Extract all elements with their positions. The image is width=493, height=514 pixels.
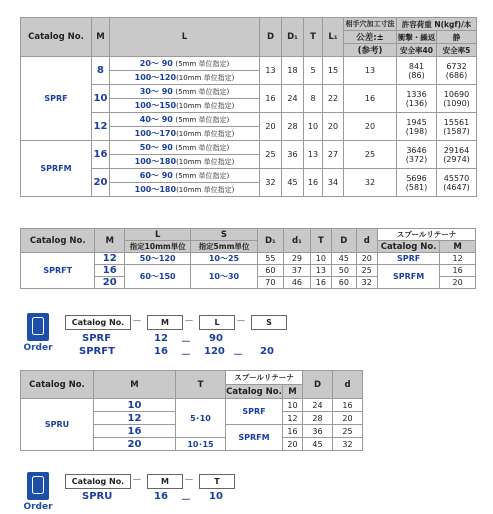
- order-label: Order: [23, 343, 53, 353]
- col-d1-lower: d₁: [284, 229, 311, 253]
- col-s: S: [191, 229, 257, 241]
- spru-spec-table: [20, 370, 363, 451]
- col-catalog-no: Catalog No.: [21, 371, 94, 399]
- l1-cell: 15: [323, 57, 344, 85]
- col-ret-m: M: [440, 241, 476, 253]
- d-cell: 25: [260, 141, 282, 169]
- ret-catalog-cell: SPRFM: [377, 265, 439, 289]
- ret-catalog-cell: SPRF: [226, 399, 283, 425]
- d-lower-cell: 25: [356, 265, 377, 277]
- order-example-spru: [23, 472, 247, 514]
- d-lower-cell: 25: [333, 425, 363, 438]
- d-cell: 28: [303, 412, 333, 425]
- col-d: D: [303, 371, 333, 399]
- l1-cell: 20: [323, 113, 344, 141]
- t-cell: 16: [304, 169, 323, 197]
- l-range-cell: 20～ 90 (5mm 単位指定): [110, 57, 260, 71]
- code-box-catalog: Catalog No.: [65, 474, 131, 489]
- col-m: M: [92, 18, 110, 57]
- m-cell: 8: [92, 57, 110, 85]
- code-box-l: L: [199, 315, 235, 330]
- example-t: 10: [209, 491, 223, 502]
- l-range-cell: 100～150(10mm 単位指定): [110, 99, 260, 113]
- col-impact-l2: 安全率40: [397, 44, 437, 57]
- m-cell: 20: [95, 277, 125, 289]
- impact-cell: 841 (86): [397, 57, 437, 85]
- example-dash: －: [181, 337, 191, 348]
- ret-m-cell: 16: [283, 425, 303, 438]
- m-cell: 12: [94, 412, 176, 425]
- example-s: 20: [260, 346, 274, 357]
- m-cell: 20: [94, 438, 176, 451]
- code-box-t: T: [199, 474, 235, 489]
- dash: －: [184, 475, 194, 486]
- dash: －: [236, 316, 246, 327]
- ret-m-cell: 16: [440, 265, 476, 277]
- d1-cell: 45: [282, 169, 304, 197]
- catalog-cell: SPRFT: [21, 253, 95, 289]
- ret-catalog-cell: SPRFM: [226, 425, 283, 451]
- dash: －: [132, 316, 142, 327]
- d-lower-cell: 20: [356, 253, 377, 265]
- col-d: D: [260, 18, 282, 57]
- col-hole-title: 相手穴加工寸法: [344, 18, 397, 31]
- col-m: M: [95, 229, 125, 253]
- ret-m-cell: 20: [440, 277, 476, 289]
- t-cell: 10･15: [176, 438, 226, 451]
- m-cell: 16: [94, 425, 176, 438]
- col-ret-catalog: Catalog No.: [226, 386, 282, 397]
- t-cell: 13: [304, 141, 323, 169]
- col-static-l2: 安全率5: [437, 44, 477, 57]
- d-lower-cell: 16: [333, 399, 363, 412]
- d-cell: 20: [260, 113, 282, 141]
- l-range-cell: 100～120(10mm 単位指定): [110, 71, 260, 85]
- example-l: 90: [209, 333, 223, 344]
- d-lower-cell: 20: [333, 412, 363, 425]
- d-cell: 36: [303, 425, 333, 438]
- impact-cell: 1945 (198): [397, 113, 437, 141]
- ret-m-cell: 12: [440, 253, 476, 265]
- col-catalog-no: Catalog No.: [21, 229, 95, 253]
- l-cell: 50～120: [125, 253, 191, 265]
- col-d-lower: d: [356, 229, 377, 253]
- example-l: 120: [204, 346, 225, 357]
- static-cell: 29164 (2974): [437, 141, 477, 169]
- col-d: D: [332, 229, 356, 253]
- d-cell: 50: [332, 265, 356, 277]
- hole-cell: 32: [344, 169, 397, 197]
- l-range-cell: 100～180(10mm 単位指定): [110, 183, 260, 197]
- col-static-l1: 静: [437, 31, 477, 44]
- example-dash: －: [181, 495, 191, 506]
- dash: －: [132, 475, 142, 486]
- catalog-cell: SPRF: [21, 57, 92, 141]
- code-box-m: M: [147, 315, 183, 330]
- hole-cell: 13: [344, 57, 397, 85]
- code-box-s: S: [251, 315, 287, 330]
- col-l-sub: 指定10mm単位: [125, 241, 191, 253]
- catalog-cell: SPRU: [21, 399, 94, 451]
- col-d-lower: d: [333, 371, 363, 399]
- d-lower-cell: 32: [333, 438, 363, 451]
- col-impact-l1: 衝撃・繰返: [397, 32, 436, 42]
- d-cell: 13: [260, 57, 282, 85]
- col-hole-ref: (参考): [344, 44, 397, 57]
- t-cell: 16: [310, 277, 331, 289]
- col-d1: D₁: [257, 229, 284, 253]
- col-retainer: スプールリテーナ: [226, 371, 303, 385]
- d-lower-cell: 32: [356, 277, 377, 289]
- example-m: 16: [154, 491, 168, 502]
- example-m: 16: [154, 346, 168, 357]
- impact-cell: 3646 (372): [397, 141, 437, 169]
- code-box-catalog: Catalog No.: [65, 315, 131, 330]
- order-label: Order: [23, 502, 53, 512]
- d1-cell: 24: [282, 85, 304, 113]
- smartphone-icon: [27, 313, 49, 341]
- d-cell: 45: [332, 253, 356, 265]
- ret-m-cell: 10: [283, 399, 303, 412]
- impact-cell: 5696 (581): [397, 169, 437, 197]
- dash: －: [184, 316, 194, 327]
- s-cell: 10～25: [191, 253, 257, 265]
- col-ret-catalog: Catalog No.: [377, 241, 439, 253]
- t-cell: 10: [304, 113, 323, 141]
- d1-lower-cell: 29: [284, 253, 311, 265]
- example-catalog: SPRFT: [79, 346, 115, 357]
- d1-cell: 18: [282, 57, 304, 85]
- m-cell: 12: [92, 113, 110, 141]
- col-retainer: スプールリテーナ: [377, 229, 475, 241]
- d1-cell: 70: [257, 277, 284, 289]
- col-s-sub: 指定5mm単位: [191, 241, 257, 253]
- t-cell: 5: [304, 57, 323, 85]
- m-cell: 10: [94, 399, 176, 412]
- l1-cell: 27: [323, 141, 344, 169]
- t-cell: 13: [310, 265, 331, 277]
- m-cell: 16: [92, 141, 110, 169]
- d1-cell: 28: [282, 113, 304, 141]
- t-cell: 8: [304, 85, 323, 113]
- s-cell: 10～30: [191, 265, 257, 289]
- m-cell: 12: [95, 253, 125, 265]
- sprf-spec-table: [20, 17, 477, 197]
- d1-lower-cell: 46: [284, 277, 311, 289]
- l-range-cell: 60～ 90 (5mm 単位指定): [110, 169, 260, 183]
- static-cell: 45570 (4647): [437, 169, 477, 197]
- ret-m-cell: 12: [283, 412, 303, 425]
- l-range-cell: 100～170(10mm 単位指定): [110, 127, 260, 141]
- col-l: L: [125, 229, 191, 241]
- l-range-cell: 30～ 90 (5mm 単位指定): [110, 85, 260, 99]
- d-cell: 60: [332, 277, 356, 289]
- example-catalog: SPRU: [82, 491, 113, 502]
- col-d1: D₁: [282, 18, 304, 57]
- t-cell: 10: [310, 253, 331, 265]
- m-cell: 10: [92, 85, 110, 113]
- catalog-cell: SPRFM: [21, 141, 92, 197]
- col-t: T: [304, 18, 323, 57]
- l-range-cell: 50～ 90 (5mm 単位指定): [110, 141, 260, 155]
- col-catalog-no: Catalog No.: [21, 18, 92, 57]
- d-cell: 24: [303, 399, 333, 412]
- col-t: T: [310, 229, 331, 253]
- smartphone-icon: [27, 472, 49, 500]
- ret-catalog-cell: SPRF: [377, 253, 439, 265]
- code-box-m: M: [147, 474, 183, 489]
- t-cell: 5･10: [176, 399, 226, 438]
- hole-cell: 25: [344, 141, 397, 169]
- impact-cell: 1336 (136): [397, 85, 437, 113]
- col-l1: L₁: [323, 18, 344, 57]
- hole-cell: 16: [344, 85, 397, 113]
- col-load-title: 許容荷重 N(kgf)/本: [397, 18, 477, 31]
- d1-cell: 36: [282, 141, 304, 169]
- example-dash: －: [233, 350, 243, 361]
- static-cell: 6732 (686): [437, 57, 477, 85]
- d-cell: 32: [260, 169, 282, 197]
- example-dash: －: [181, 350, 191, 361]
- l1-cell: 22: [323, 85, 344, 113]
- sprft-spec-table: [20, 228, 476, 289]
- col-t: T: [176, 371, 226, 399]
- d-cell: 16: [260, 85, 282, 113]
- d1-cell: 55: [257, 253, 284, 265]
- l-cell: 60～150: [125, 265, 191, 289]
- d1-lower-cell: 37: [284, 265, 311, 277]
- col-l: L: [110, 18, 260, 57]
- hole-cell: 20: [344, 113, 397, 141]
- m-cell: 16: [95, 265, 125, 277]
- static-cell: 15561 (1587): [437, 113, 477, 141]
- d-cell: 45: [303, 438, 333, 451]
- col-hole-tol: 公差:±: [344, 31, 397, 44]
- d1-cell: 60: [257, 265, 284, 277]
- col-ret-m: M: [283, 385, 303, 399]
- static-cell: 10690 (1090): [437, 85, 477, 113]
- l1-cell: 34: [323, 169, 344, 197]
- example-catalog: SPRF: [82, 333, 112, 344]
- ret-m-cell: 20: [283, 438, 303, 451]
- l-range-cell: 40～ 90 (5mm 単位指定): [110, 113, 260, 127]
- l-range-cell: 100～180(10mm 単位指定): [110, 155, 260, 169]
- example-m: 12: [154, 333, 168, 344]
- col-m: M: [94, 371, 176, 399]
- order-example-sprf: [23, 313, 307, 361]
- m-cell: 20: [92, 169, 110, 197]
